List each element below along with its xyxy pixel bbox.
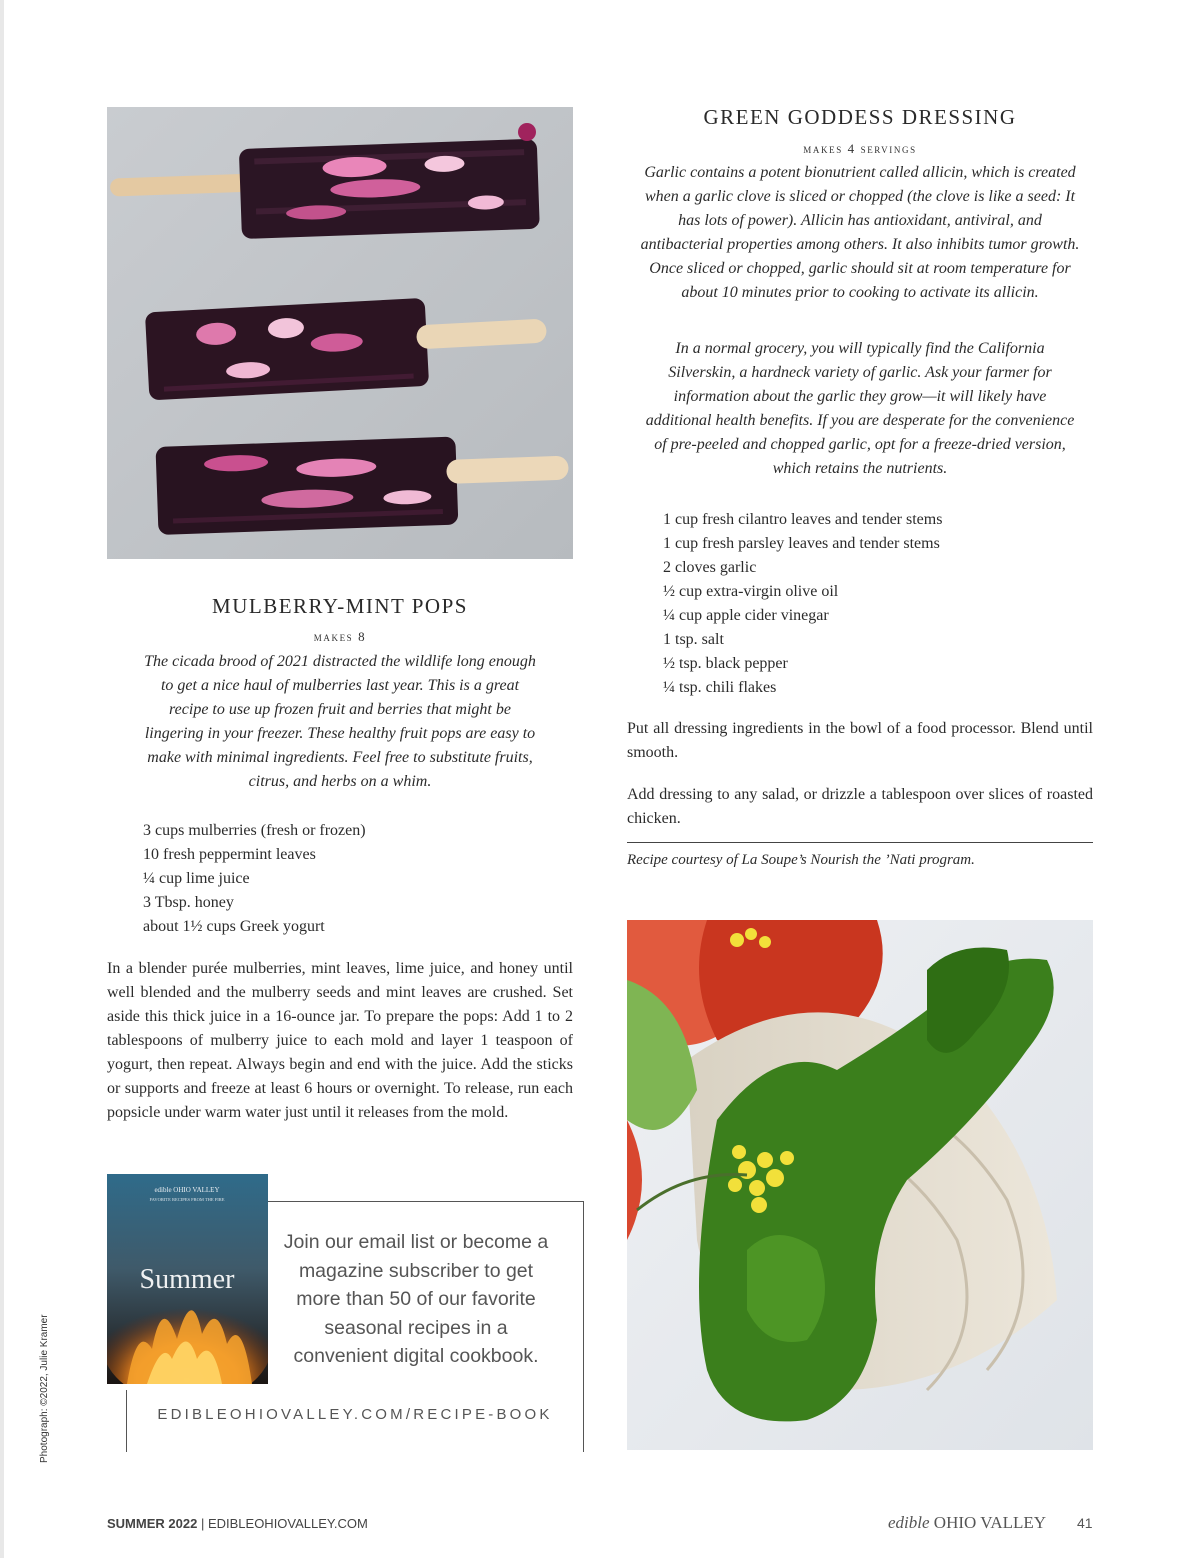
footer-issue bbox=[107, 1516, 368, 1531]
recipe-intro: The cicada brood of 2021 distracted the wildlife long enough to get a nice haul of mulberries last year. This is a great recipe to use up frozen fruit and berries that might be lingering in your freezer. These healthy fruit pops are easy to make with minimal ingredients. Feel free to substitute fruits, citrus, and herbs on a whim. bbox=[144, 653, 536, 790]
ingredient-item: ½ tsp. black pepper bbox=[663, 655, 788, 672]
page-edge bbox=[0, 0, 4, 1558]
recipe-credit: Recipe courtesy of La Soupe’s Nourish the ’Nati program. bbox=[627, 852, 975, 868]
footer-separator: | bbox=[200, 1516, 205, 1531]
photo-credit: Photograph: ©2022, Julie Kramer bbox=[39, 1314, 50, 1463]
divider bbox=[627, 842, 1093, 843]
footer-brand bbox=[888, 1513, 1046, 1533]
recipe-step: Put all dressing ingredients in the bowl of a food processor. Blend until smooth. bbox=[627, 720, 1093, 761]
cover-title: Summer bbox=[139, 1264, 235, 1295]
ingredient-item: 1 cup fresh cilantro leaves and tender stems bbox=[663, 511, 943, 528]
salad-photo bbox=[627, 920, 1093, 1450]
footer-brand-italic: edible bbox=[888, 1513, 930, 1532]
recipe-title: MULBERRY-MINT POPS bbox=[212, 594, 468, 618]
ingredient-item: 1 tsp. salt bbox=[663, 631, 724, 648]
recipe-step: Add dressing to any salad, or drizzle a tablespoon over slices of roasted chicken. bbox=[627, 786, 1093, 827]
ingredient-item: ¼ tsp. chili flakes bbox=[663, 679, 777, 696]
cover-subtitle: FAVORITE RECIPES FROM THE FIRE bbox=[149, 1197, 225, 1202]
recipe-book-link[interactable]: EDIBLEOHIOVALLEY.COM/RECIPE-BOOK bbox=[157, 1406, 553, 1423]
recipe-title: GREEN GODDESS DRESSING bbox=[703, 105, 1017, 129]
footer-issue-date: SUMMER 2022 bbox=[107, 1516, 198, 1531]
ingredients-list bbox=[663, 508, 1083, 700]
ingredient-item: 3 Tbsp. honey bbox=[143, 894, 234, 911]
cookbook-cover[interactable] bbox=[107, 1174, 268, 1384]
ingredient-item: ¼ cup apple cider vinegar bbox=[663, 607, 829, 624]
recipe-directions: In a blender purée mulberries, mint leaves, lime juice, and honey until well blended and the mulberry seeds and mint leaves are crushed. Set aside this thick juice in a 16-ounce jar. To prepare the pops: Add 1 to 2 tablespoons of mulberry juice to each mold and layer 1 teaspoon of yogurt, then repeat. Always begin and end with the juice. Add the sticks or supports and freeze at least 6 hours or overnight. To release, run each popsicle under warm water just until it releases from the mold. bbox=[107, 960, 573, 1121]
ingredient-item: ½ cup extra-virgin olive oil bbox=[663, 583, 839, 600]
recipe-yield: makes 4 servings bbox=[803, 141, 917, 156]
promo-text: Join our email list or become a magazine subscriber to get more than 50 of our favorite seasonal recipes in a convenient digital cookbook. bbox=[283, 1231, 549, 1367]
page-number: 41 bbox=[1077, 1515, 1093, 1531]
ingredient-item: 1 cup fresh parsley leaves and tender stems bbox=[663, 535, 940, 552]
ingredient-item: about 1½ cups Greek yogurt bbox=[143, 918, 325, 935]
cover-brand: edible OHIO VALLEY bbox=[154, 1186, 220, 1194]
ingredients-list bbox=[143, 819, 563, 939]
recipe-intro: Garlic contains a potent bionutrient called allicin, which is created when a garlic clove is sliced or chopped (the clove is like a seed: It has lots of power). Allicin has antioxidant, antiviral, and antibacterial properties among others. It also inhibits tumor growth. Once sliced or chopped, garlic should sit at room temperature for about 10 minutes prior to cooking to activate its allicin. bbox=[640, 164, 1080, 301]
footer-site[interactable]: EDIBLEOHIOVALLEY.COM bbox=[207, 1516, 368, 1531]
recipe-intro: In a normal grocery, you will typically find the California Silverskin, a hardneck variety of garlic. Ask your farmer for information about the garlic they grow—it will likely have additional health benefits. If you are desperate for the convenience of pre-peeled and chopped garlic, opt for a freeze-dried version, which retains the nutrients. bbox=[645, 340, 1075, 477]
footer-brand-name: OHIO VALLEY bbox=[933, 1513, 1047, 1532]
ingredient-item: ¼ cup lime juice bbox=[143, 870, 250, 887]
recipe-yield: makes 8 bbox=[313, 629, 367, 644]
ingredient-item: 3 cups mulberries (fresh or frozen) bbox=[143, 822, 366, 839]
ingredient-item: 10 fresh peppermint leaves bbox=[143, 846, 316, 863]
ingredient-item: 2 cloves garlic bbox=[663, 559, 757, 576]
popsicles-photo bbox=[107, 107, 573, 559]
